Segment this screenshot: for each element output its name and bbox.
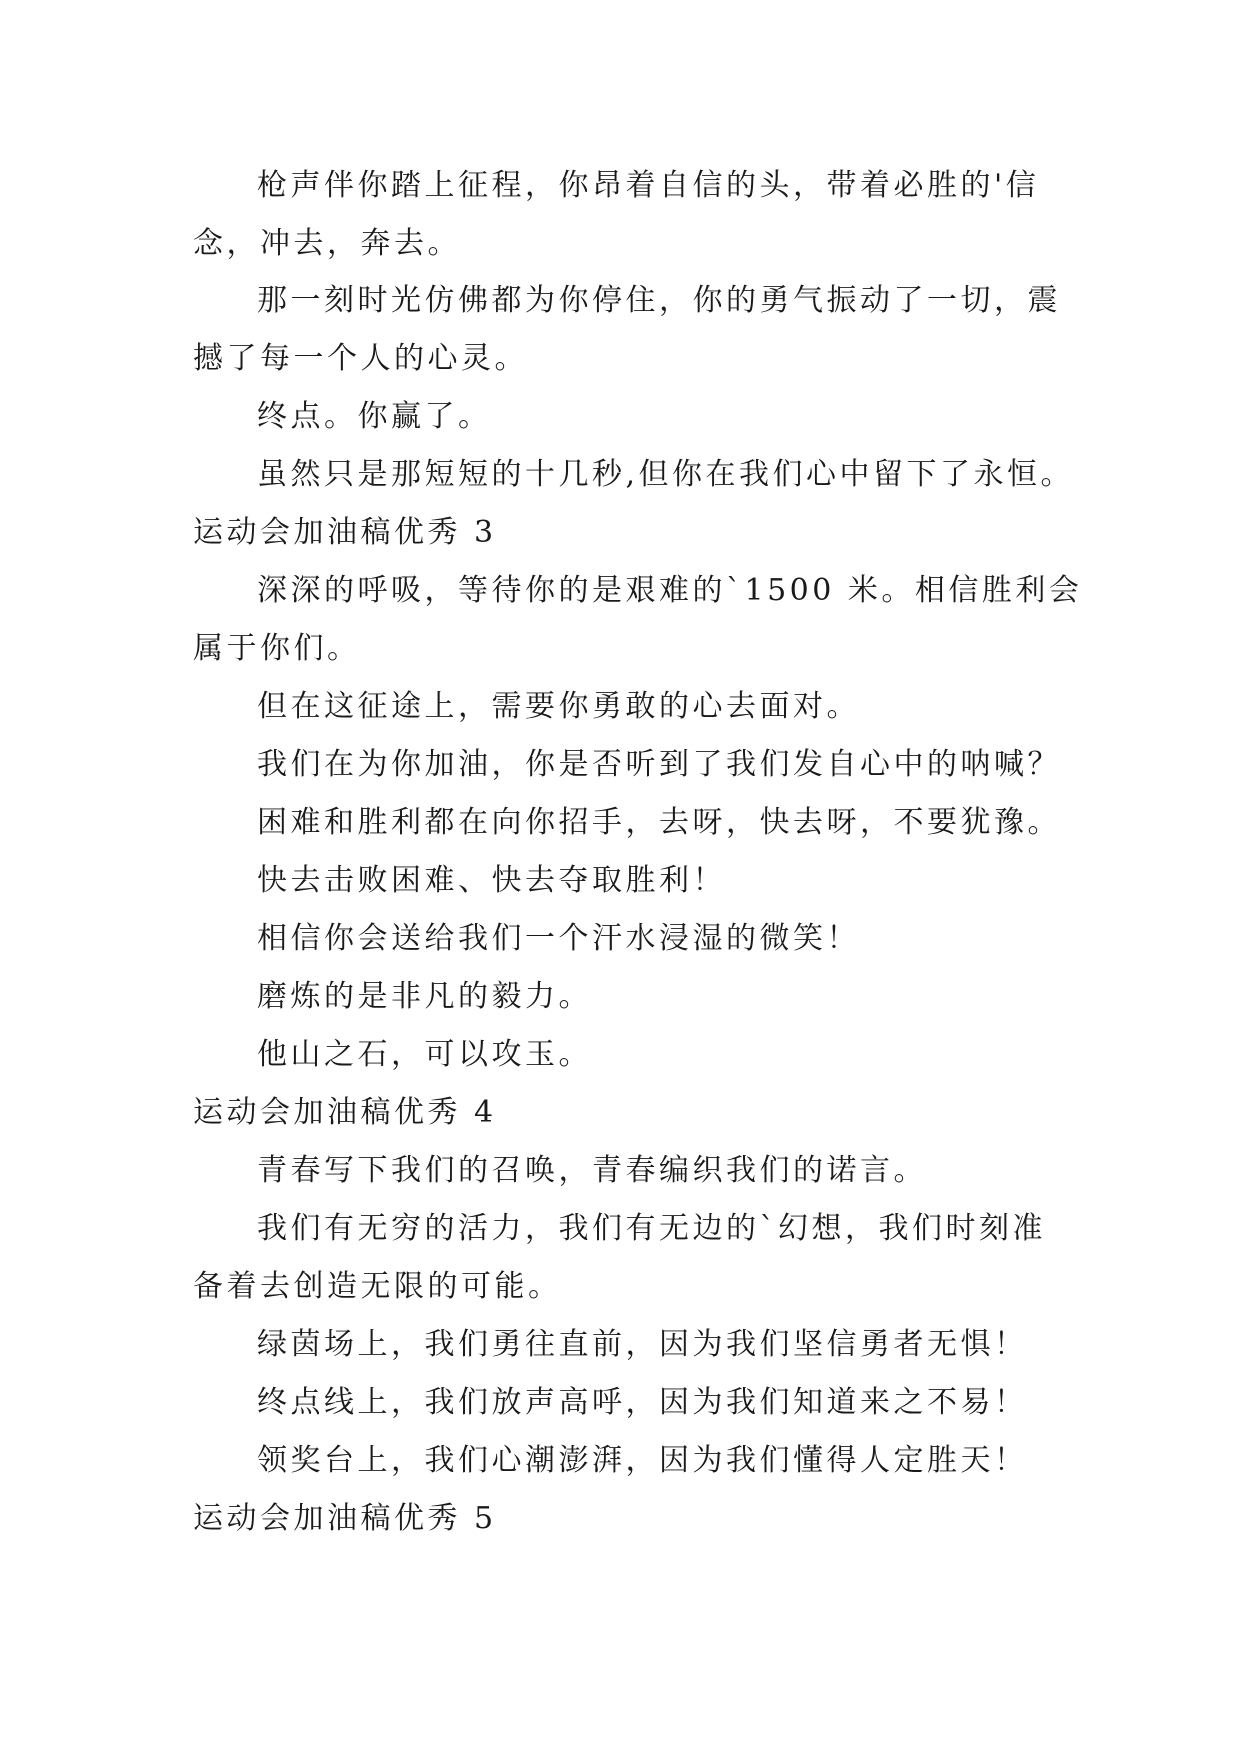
paragraph-line: 枪声伴你踏上征程，你昂着自信的头，带着必胜的'信: [257, 168, 1040, 203]
paragraph-line: 领奖台上，我们心潮澎湃，因为我们懂得人定胜天！: [257, 1443, 1028, 1478]
paragraph-line: 他山之石，可以攻玉。: [257, 1037, 592, 1072]
section-heading: 运动会加油稿优秀 3: [193, 515, 497, 550]
paragraph-line: 属于你们。: [193, 631, 361, 666]
section-heading: 运动会加油稿优秀 4: [193, 1095, 497, 1130]
paragraph-line: 快去击败困难、快去夺取胜利！: [257, 863, 726, 898]
section-heading: 运动会加油稿优秀 5: [193, 1501, 497, 1536]
paragraph-line: 虽然只是那短短的十几秒,但你在我们心中留下了永恒。: [257, 457, 1075, 492]
paragraph-line: 但在这征途上，需要你勇敢的心去面对。: [257, 689, 860, 724]
paragraph-line: 备着去创造无限的可能。: [193, 1269, 562, 1304]
paragraph-line: 那一刻时光仿佛都为你停住，你的勇气振动了一切，震: [257, 283, 1061, 318]
paragraph-line: 念，冲去，奔去。: [193, 226, 461, 261]
paragraph-line: 绿茵场上，我们勇往直前，因为我们坚信勇者无惧！: [257, 1327, 1028, 1362]
paragraph-line: 困难和胜利都在向你招手，去呀，快去呀，不要犹豫。: [257, 805, 1061, 840]
paragraph-line: 我们有无穷的活力，我们有无边的`幻想，我们时刻准: [257, 1211, 1046, 1246]
paragraph-line: 相信你会送给我们一个汗水浸湿的微笑！: [257, 921, 860, 956]
paragraph-line: 磨炼的是非凡的毅力。: [257, 979, 592, 1014]
paragraph-line: 深深的呼吸，等待你的是艰难的`1500 米。相信胜利会: [257, 573, 1083, 608]
paragraph-line: 终点。你赢了。: [257, 399, 492, 434]
paragraph-line: 青春写下我们的召唤，青春编织我们的诺言。: [257, 1153, 927, 1188]
paragraph-line: 我们在为你加油，你是否听到了我们发自心中的呐喊？: [257, 747, 1061, 782]
paragraph-line: 撼了每一个人的心灵。: [193, 341, 528, 376]
paragraph-line: 终点线上，我们放声高呼，因为我们知道来之不易！: [257, 1385, 1028, 1420]
